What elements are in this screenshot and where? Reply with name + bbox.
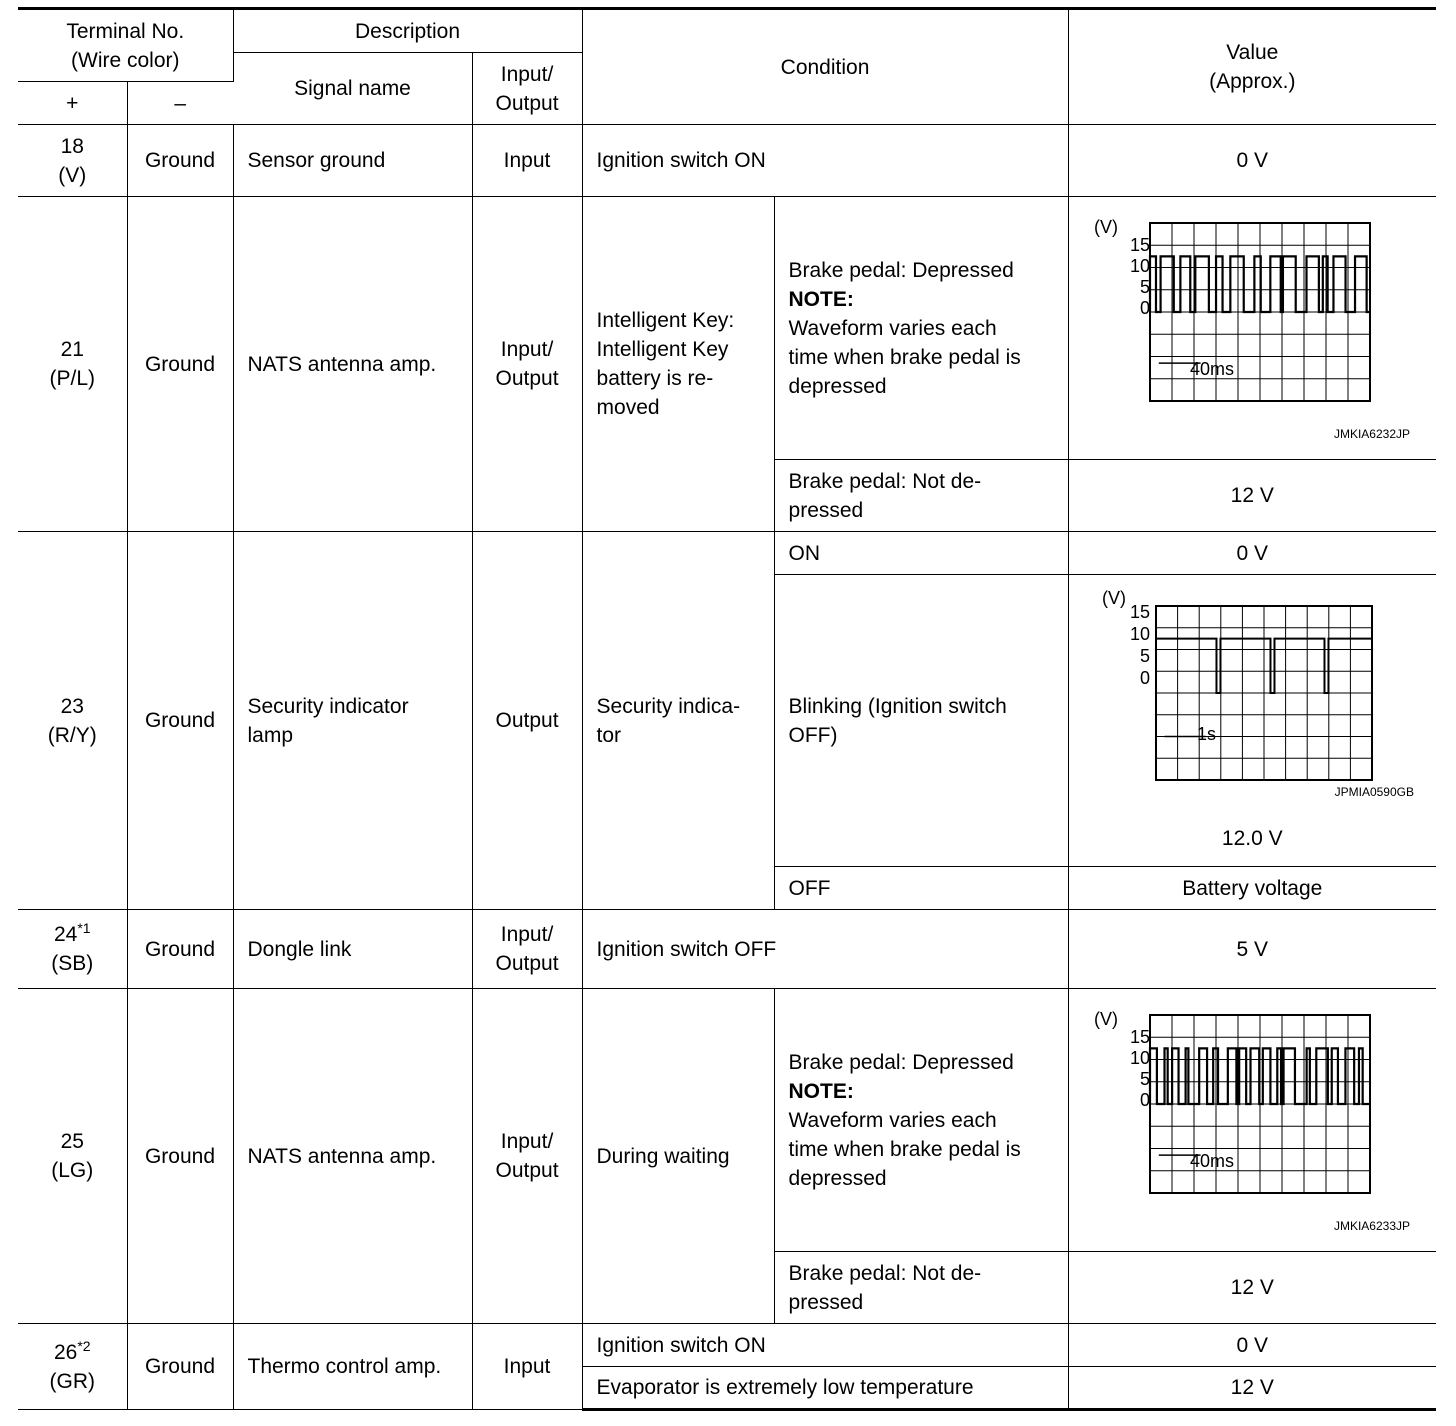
io-cell: Input/ Output: [472, 910, 582, 989]
terminal-cell: [18, 197, 127, 532]
y-tick-label: 10: [1130, 1048, 1151, 1068]
terminal-number: 25: [60, 1130, 84, 1153]
y-tick-label: 10: [1130, 256, 1151, 276]
time-division-label: 1s: [1197, 724, 1217, 744]
waveform-code: JMKIA6233JP: [1334, 1219, 1411, 1233]
condition-cell: Ignition switch ON: [582, 1324, 1068, 1367]
table-row: [18, 125, 1436, 197]
io-cell: Input/ Output: [472, 989, 582, 1324]
y-tick-label: 0: [1140, 1090, 1151, 1110]
y-tick-label: 5: [1140, 1069, 1151, 1089]
header-io: Input/ Output: [472, 53, 582, 125]
y-tick-label: 5: [1140, 646, 1151, 666]
trace-line: [1150, 256, 1370, 312]
value-cell: 0 V: [1068, 1324, 1436, 1367]
sub-condition: Brake pedal: Not de- pressed: [774, 460, 1068, 532]
waveform-trace: [1150, 1048, 1370, 1104]
wire-color: (P/L): [49, 367, 95, 390]
header-plus: +: [18, 82, 127, 125]
sub-condition: Brake pedal: Not de- pressed: [774, 1252, 1068, 1324]
terminal-number: 21: [60, 338, 84, 361]
trace-line: [1150, 1048, 1370, 1104]
waveform-chart: [1082, 588, 1422, 818]
signal-name: Sensor ground: [233, 125, 472, 197]
header-value: Value (Approx.): [1068, 9, 1436, 125]
value-text: 12.0 V: [1221, 827, 1283, 850]
table-row: [18, 910, 1436, 989]
wire-color: (V): [58, 163, 87, 187]
value-cell: 5 V: [1068, 910, 1436, 989]
y-tick-label: 0: [1140, 668, 1151, 688]
sub-condition: [774, 989, 1068, 1252]
terminal-footnote: *1: [77, 920, 91, 936]
y-tick-label: 15: [1130, 602, 1151, 622]
signal-name: Thermo control amp.: [233, 1324, 472, 1410]
condition-cell: Ignition switch ON: [582, 125, 1068, 197]
condition-cell: Ignition switch OFF: [582, 910, 1068, 989]
terminal-cell: [18, 125, 127, 197]
wire-color: (R/Y): [47, 723, 97, 747]
sub-condition: Blinking (Ignition switch OFF): [774, 575, 1068, 867]
table-row: [18, 1324, 1436, 1367]
note-text: Waveform varies each time when brake pedal is depressed: [788, 1108, 1021, 1190]
terminal-number: 18: [60, 134, 84, 158]
value-cell: 0 V: [1068, 532, 1436, 575]
io-cell: Input: [472, 1324, 582, 1410]
minus-cell: Ground: [127, 532, 233, 910]
y-tick-label: 5: [1140, 277, 1151, 297]
sub-condition-text: Brake pedal: Depressed: [788, 258, 1014, 282]
terminal-cell: [18, 989, 127, 1324]
condition-cell: Evaporator is extremely low temperature: [582, 1367, 1068, 1410]
note-text: Waveform varies each time when brake pedal is depressed: [788, 316, 1021, 398]
signal-name: Security indicator lamp: [233, 532, 472, 910]
note-label: NOTE:: [788, 1079, 854, 1103]
waveform-code: JPMIA0590GB: [1334, 785, 1415, 799]
sub-condition: [774, 197, 1068, 460]
waveform-unit: (V): [1094, 1009, 1119, 1029]
signal-name: NATS antenna amp.: [233, 989, 472, 1324]
minus-cell: Ground: [127, 125, 233, 197]
table-row: [18, 989, 1436, 1252]
terminal-number: 23: [60, 694, 84, 718]
wire-color: (SB): [51, 952, 94, 975]
sub-condition: ON: [774, 532, 1068, 575]
waveform-unit: (V): [1094, 217, 1119, 237]
sub-condition: OFF: [774, 867, 1068, 910]
header-description: Description: [233, 9, 582, 53]
time-division-label: 40ms: [1190, 1151, 1235, 1171]
note-label: NOTE:: [788, 287, 854, 311]
minus-cell: Ground: [127, 1324, 233, 1410]
waveform-unit: (V): [1102, 588, 1127, 608]
value-cell: 0 V: [1068, 125, 1436, 197]
io-cell: Input: [472, 125, 582, 197]
value-cell: 12 V: [1068, 1252, 1436, 1324]
condition-main: Security indica- tor: [582, 532, 774, 910]
io-cell: Output: [472, 532, 582, 910]
waveform-cell: [1068, 575, 1436, 867]
y-tick-label: 10: [1130, 624, 1151, 644]
time-division-label: 40ms: [1190, 359, 1235, 379]
waveform-cell: [1068, 989, 1436, 1252]
value-cell: 12 V: [1068, 1367, 1436, 1410]
signal-name: NATS antenna amp.: [233, 197, 472, 532]
header-condition: Condition: [582, 9, 1068, 125]
wire-color: (LG): [51, 1159, 94, 1182]
y-tick-label: 0: [1140, 298, 1151, 318]
header-signal-name: Signal name: [233, 53, 472, 125]
y-tick-label: 15: [1130, 1027, 1151, 1047]
waveform-chart: [1082, 213, 1422, 443]
table-row: [18, 197, 1436, 460]
terminal-footnote: *2: [77, 1337, 91, 1354]
waveform-cell: [1068, 197, 1436, 460]
minus-cell: Ground: [127, 910, 233, 989]
io-cell: Input/ Output: [472, 197, 582, 532]
terminal-number: 26: [53, 1340, 78, 1364]
minus-cell: Ground: [127, 197, 233, 532]
y-tick-label: 15: [1130, 235, 1151, 255]
waveform-chart: [1082, 1005, 1422, 1235]
waveform-trace: [1150, 256, 1370, 312]
header-terminal: Terminal No. (Wire color): [18, 9, 233, 82]
waveform-grid: [1156, 606, 1372, 780]
condition-main: Intelligent Key: Intelligent Key battery is re- moved: [582, 197, 774, 532]
header-minus: –: [127, 82, 233, 125]
wire-color: (GR): [49, 1369, 95, 1393]
signal-name: Dongle link: [233, 910, 472, 989]
minus-cell: Ground: [127, 989, 233, 1324]
waveform-code: JMKIA6232JP: [1334, 427, 1411, 441]
terminal-spec-table: [18, 7, 1436, 1411]
condition-main: During waiting: [582, 989, 774, 1324]
sub-condition-text: Brake pedal: Depressed: [788, 1050, 1014, 1074]
value-cell: Battery voltage: [1068, 867, 1436, 910]
terminal-cell: [18, 1324, 127, 1410]
table-row: [18, 532, 1436, 575]
terminal-number: 24: [53, 923, 78, 946]
terminal-cell: [18, 532, 127, 910]
terminal-cell: [18, 910, 127, 989]
value-cell: 12 V: [1068, 460, 1436, 532]
